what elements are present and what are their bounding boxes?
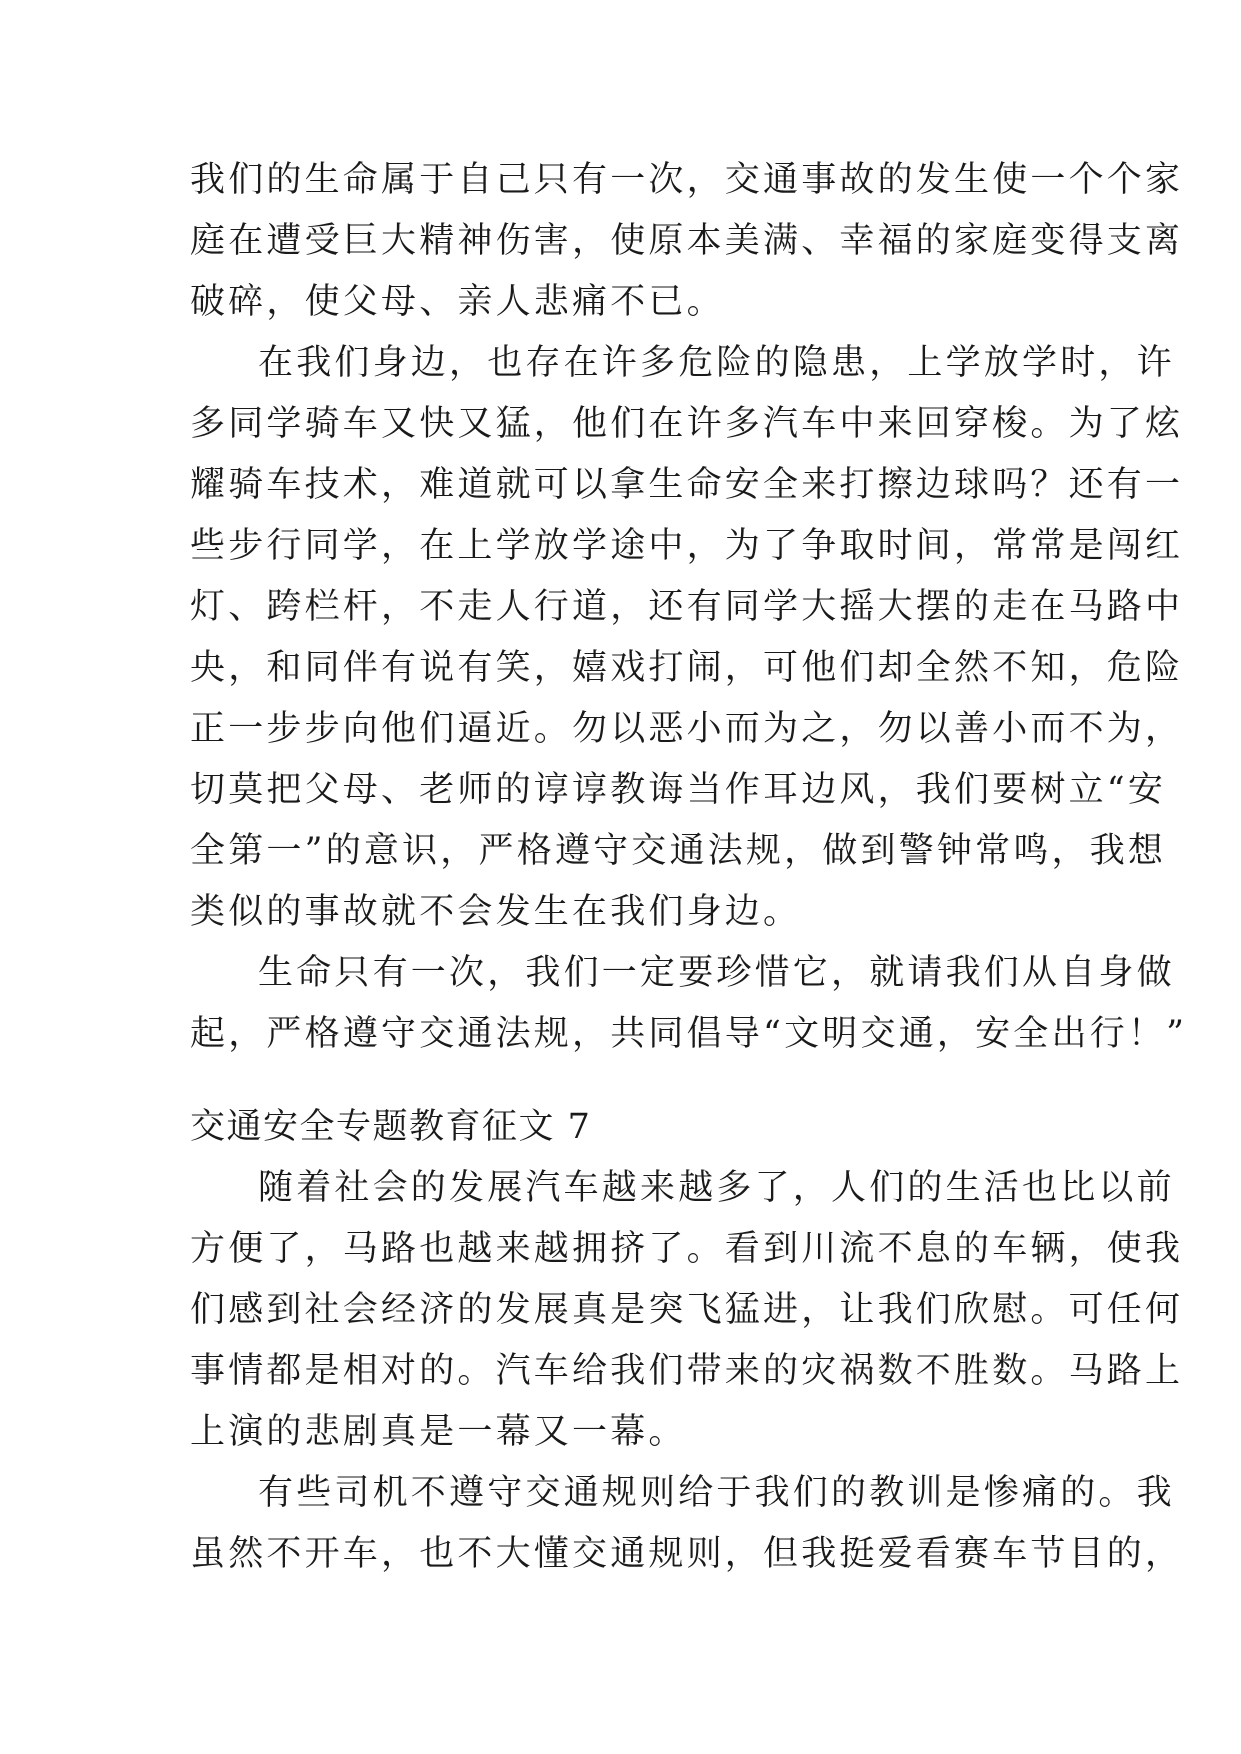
text-line: 灯、跨栏杆，不走人行道，还有同学大摇大摆的走在马路中 (190, 587, 1184, 627)
text-line: 方便了，马路也越来越拥挤了。看到川流不息的车辆，使我 (190, 1229, 1184, 1269)
text-line: 正一步步向他们逼近。勿以恶小而为之，勿以善小而不为， (190, 709, 1184, 749)
section-heading (190, 1097, 1070, 1158)
paragraph-drivers-lessons (190, 1463, 1184, 1585)
text-line: 起，严格遵守交通法规，共同倡导“文明交通，安全出行！” (190, 1014, 1188, 1054)
text-line: 随着社会的发展汽车越来越多了，人们的生活也比以前 (258, 1168, 1175, 1208)
text-line: 生命只有一次，我们一定要珍惜它，就请我们从自身做 (258, 953, 1175, 993)
text-line: 虽然不开车，也不大懂交通规则，但我挺爱看赛车节目的， (190, 1534, 1184, 1574)
paragraph-more-cars (190, 1158, 1184, 1463)
text-line: 些步行同学，在上学放学途中，为了争取时间，常常是闯红 (190, 526, 1184, 566)
text-line: 们感到社会经济的发展真是突飞猛进，让我们欣慰。可任何 (190, 1290, 1184, 1330)
text-line: 切莫把父母、老师的谆谆教诲当作耳边风，我们要树立“安 (190, 770, 1167, 810)
paragraph-life-once (190, 150, 1184, 333)
text-line: 上演的悲剧真是一幕又一幕。 (190, 1412, 687, 1452)
heading-text: 交通安全专题教育征文 7 (190, 1107, 592, 1147)
text-line: 多同学骑车又快又猛，他们在许多汽车中来回穿梭。为了炫 (190, 404, 1184, 444)
text-line: 央，和同伴有说有笑，嬉戏打闹，可他们却全然不知，危险 (190, 648, 1184, 688)
text-line: 在我们身边，也存在许多危险的隐患，上学放学时，许 (258, 343, 1175, 383)
text-line: 庭在遭受巨大精神伤害，使原本美满、幸福的家庭变得支离 (190, 221, 1184, 261)
text-line: 事情都是相对的。汽车给我们带来的灾祸数不胜数。马路上 (190, 1351, 1184, 1391)
text-line: 类似的事故就不会发生在我们身边。 (190, 892, 802, 932)
text-line: 全第一”的意识，严格遵守交通法规，做到警钟常鸣，我想 (190, 831, 1167, 871)
text-line: 耀骑车技术，难道就可以拿生命安全来打擦边球吗？还有一 (190, 465, 1184, 505)
text-line: 破碎，使父母、亲人悲痛不已。 (190, 282, 725, 322)
paragraph-cherish-life (190, 943, 1188, 1065)
text-line: 我们的生命属于自己只有一次，交通事故的发生使一个个家 (190, 160, 1184, 200)
paragraph-hidden-dangers (190, 333, 1184, 943)
text-line: 有些司机不遵守交通规则给于我们的教训是惨痛的。我 (258, 1473, 1175, 1513)
